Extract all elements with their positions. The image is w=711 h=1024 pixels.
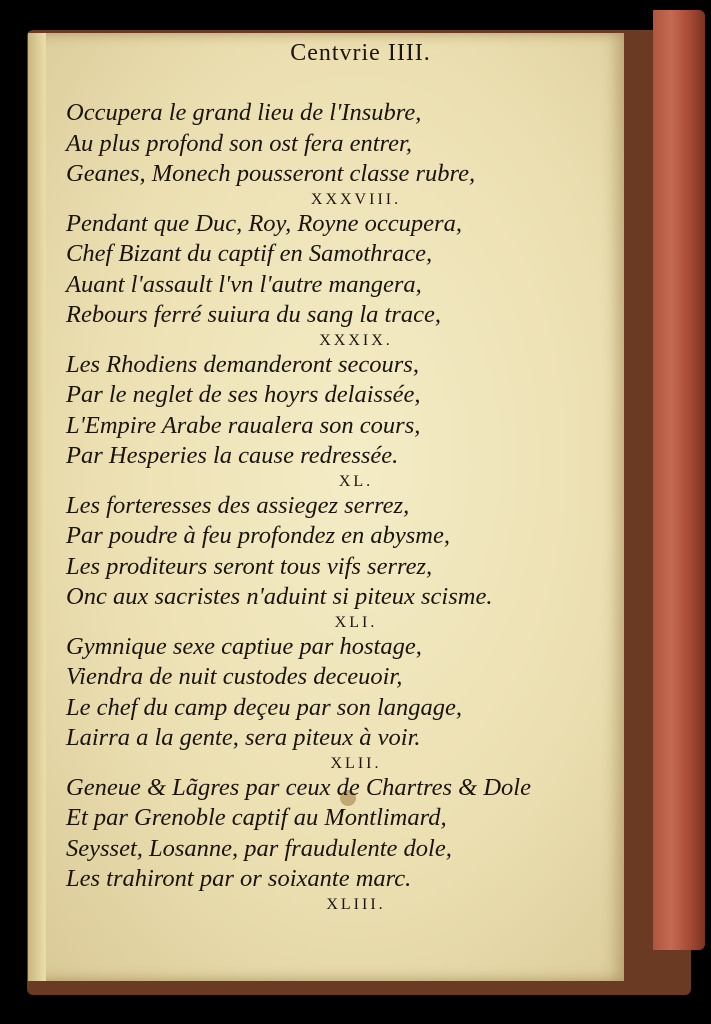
verse-line: Geanes, Monech pousseront classe rubre, xyxy=(66,160,476,187)
verse-line: Onc aux sacristes n'aduint si piteux scisme. xyxy=(66,583,493,610)
verse-line: Lairra a la gente, sera piteux à voir. xyxy=(66,724,421,751)
quatrain-text xyxy=(66,98,626,914)
verse-line: Pendant que Duc, Roy, Royne occupera, xyxy=(66,209,462,237)
verse-line: Par poudre à feu profondez en abysme, xyxy=(66,522,450,549)
verse-line: Viendra de nuit custodes deceuoir, xyxy=(66,663,403,690)
page-gutter xyxy=(28,33,46,981)
running-head: Centvrie IIII. xyxy=(290,40,431,66)
verse-line: Les forteresses des assiegez serrez, xyxy=(66,491,410,519)
quatrain-numeral: XXXIX. xyxy=(319,331,393,349)
verse-line: Par le neglet de ses hoyrs delaissée, xyxy=(66,381,421,408)
verse-line: Les Rhodiens demanderont secours, xyxy=(66,350,419,378)
quatrain-numeral: XLI. xyxy=(334,613,378,631)
verse-line: Les trahiront par or soixante marc. xyxy=(66,865,412,892)
verse-line: Le chef du camp deçeu par son langage, xyxy=(66,693,462,721)
quatrain-numeral: XXXVIII. xyxy=(310,190,402,208)
verse-line: Auant l'assault l'vn l'autre mangera, xyxy=(66,270,422,298)
verse-line: Chef Bizant du captif en Samothrace, xyxy=(66,240,433,267)
page-edges xyxy=(653,10,705,950)
verse-line: Par Hesperies la cause redressée. xyxy=(66,442,399,469)
verse-line: Seysset, Losanne, par fraudulente dole, xyxy=(66,834,452,862)
quatrain-numeral: XLII. xyxy=(330,754,382,772)
verse-line: Rebours ferré suiura du sang la trace, xyxy=(66,301,441,328)
verse-line: Au plus profond son ost fera entrer, xyxy=(66,129,412,157)
quatrain-numeral: XL. xyxy=(338,472,374,490)
verse-line: Les proditeurs seront tous vifs serrez, xyxy=(66,552,433,580)
verse-line: L'Empire Arabe raualera son cours, xyxy=(66,411,421,439)
verse-line: Occupera le grand lieu de l'Insubre, xyxy=(66,99,422,126)
verse-line: Geneue & Lãgres par ceux de Chartres & Dole xyxy=(66,773,531,801)
quatrain-numeral: XLIII. xyxy=(326,895,386,913)
verse-line: Gymnique sexe captiue par hostage, xyxy=(66,632,422,660)
verse-line: Et par Grenoble captif au Montlimard, xyxy=(66,804,447,831)
